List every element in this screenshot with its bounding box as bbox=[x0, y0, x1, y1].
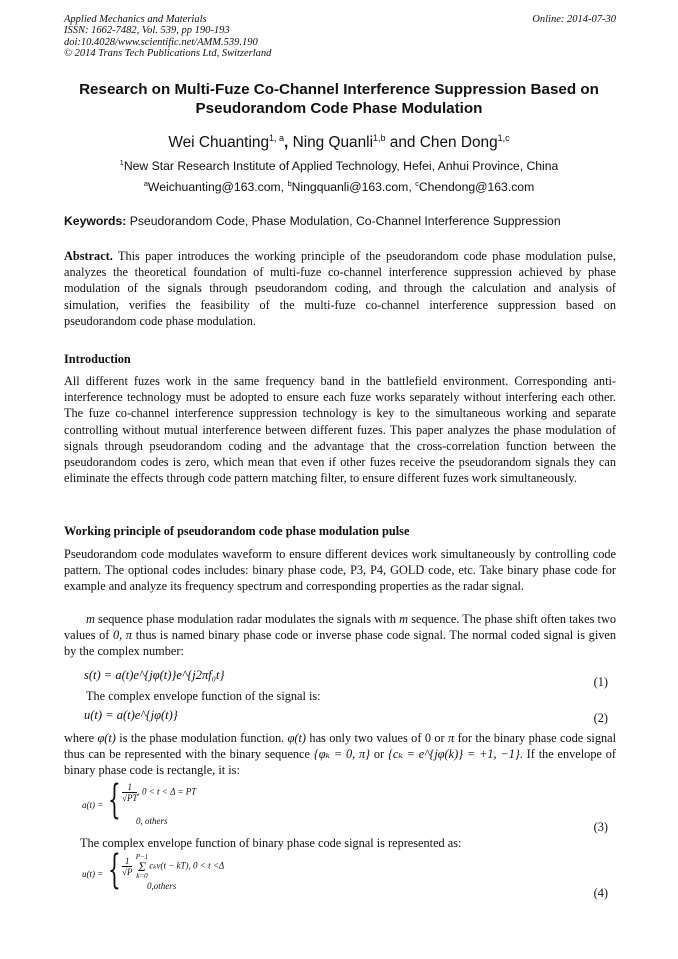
email-line: $^a$Weichuanting@163.com, $^b$Ningquanli@163.com, $^c$Chendong@163.com bbox=[143, 179, 535, 195]
fraction-numerator: 1 bbox=[122, 782, 137, 793]
author-list: Wei Chuanting$^{1, a}$, Ning Quanli$^{1,b}$ and Chen Dong$^{1,c}$ bbox=[168, 133, 510, 152]
abstract bbox=[64, 248, 616, 329]
fraction bbox=[122, 856, 132, 877]
online-date: Online: 2014-07-30 bbox=[532, 14, 616, 25]
issn-line: ISSN: 1662-7482, Vol. 539, pp 190-193 bbox=[64, 25, 230, 37]
principle-paragraph bbox=[64, 611, 616, 660]
text-run: is the phase modulation function. bbox=[115, 731, 288, 745]
equation: u(t) = a(t)e^{jφ(t)} bbox=[84, 708, 178, 722]
summation bbox=[136, 853, 149, 880]
text-run: for the binary phase code signal thus can be represented with the binary sequence bbox=[64, 731, 616, 762]
math-symbol: {cₖ = e^{jφ(k)} = +1, −1} bbox=[387, 747, 520, 762]
sum-symbol: Σ bbox=[138, 859, 146, 874]
principle-paragraph: The complex envelope function of the signal is: bbox=[86, 689, 321, 703]
equation-brace: { bbox=[108, 847, 121, 893]
author-superscript: 1,b bbox=[373, 133, 386, 143]
equation-lhs: u(t) = bbox=[82, 869, 104, 879]
email-superscript: c bbox=[415, 179, 419, 188]
email-superscript: b bbox=[287, 179, 292, 188]
fraction bbox=[122, 782, 137, 803]
equation-number: (2) bbox=[593, 711, 608, 725]
equation: s(t) = a(t)e^{jφ(t)}e^{j2πf₀t} bbox=[84, 668, 225, 682]
author-superscript: 1,c bbox=[497, 133, 510, 143]
abstract-text: This paper introduces the working principle of the pseudorandom code phase modulation pulse, analyzes the theoretical foundation of multi-fuze co-channel interference suppression achieved by phase modulation of the signals through pseudorandom coding, and through the calculation and analysis of simulation, verifies the feasibility of the multi-fuze co-channel interference suppression based on pseudorandom code phase modulation. bbox=[64, 249, 617, 328]
text-run: sequence. The phase shift often takes two values of bbox=[64, 612, 616, 643]
math-symbol: m bbox=[86, 612, 95, 626]
section-heading: Working principle of pseudorandom code phase modulation pulse bbox=[64, 524, 410, 538]
abstract-label: Abstract. bbox=[64, 249, 113, 263]
math-symbol: π bbox=[448, 731, 455, 745]
math-symbol: m bbox=[399, 612, 409, 626]
affiliation-superscript: 1 bbox=[119, 158, 124, 167]
principle-paragraph bbox=[64, 730, 616, 779]
journal-header bbox=[64, 14, 616, 60]
affiliation-text: New Star Research Institute of Applied Technology, Hefei, Anhui Province, China bbox=[123, 159, 559, 174]
math-symbol: 0, π bbox=[113, 628, 133, 643]
text-run: or bbox=[370, 747, 388, 762]
equation-condition: , 0 < t < Δ = PT bbox=[137, 786, 197, 797]
sum-upper-limit: P−1 bbox=[135, 853, 149, 861]
fraction-denominator: √PT bbox=[122, 793, 138, 803]
text-run: has only two values of 0 or bbox=[306, 731, 449, 745]
equation-number: (3) bbox=[593, 820, 608, 834]
author-conjunction: and bbox=[389, 134, 416, 152]
text-run: where bbox=[64, 731, 98, 745]
journal-name: Applied Mechanics and Materials bbox=[64, 14, 207, 25]
math-symbol: φ(t) bbox=[97, 731, 116, 745]
email-link[interactable]: Chendong@163.com bbox=[418, 180, 535, 195]
equation-case bbox=[122, 853, 224, 880]
fraction-denominator: √P bbox=[122, 867, 133, 877]
equation-lhs: a(t) = bbox=[82, 800, 104, 810]
email-link[interactable]: Ningquanli@163.com bbox=[291, 180, 409, 195]
math-symbol: {φₖ = 0, π} bbox=[313, 747, 371, 762]
section-heading: Introduction bbox=[64, 352, 131, 366]
equation-case bbox=[122, 782, 196, 803]
affiliation bbox=[40, 158, 638, 173]
doi-line: doi:10.4028/www.scientific.net/AMM.539.190 bbox=[64, 36, 258, 48]
equation-case: 0, others bbox=[136, 816, 168, 826]
text-run: sequence phase modulation radar modulates the signals with bbox=[94, 612, 400, 626]
author-name: Wei Chuanting bbox=[168, 134, 269, 152]
intro-paragraph: All different fuzes work in the same frequency band in the battlefield environment. Corresponding anti-interference technology must be adopted to ensure each fuze works separately without interfering each other. The fuze co-channel interference suppression technology is key to the simultaneous working and separate controlling without mutual interference between different fuzes. This paper analyzes the phase modulation of signals through pseudorandom coding and the advantage that the cross-correlation function between the pseudorandom codes is zero, which mean that even if other fuzes receive the pseudorandom signals they can eliminate the effects through code pattern matching filter, to ensure different fuzes work simultaneously. bbox=[64, 374, 616, 486]
email-link[interactable]: Weichuanting@163.com bbox=[147, 180, 281, 195]
math-symbol: φ(t) bbox=[287, 731, 307, 745]
author-name: Ning Quanli bbox=[292, 134, 373, 152]
principle-paragraph: Pseudorandom code modulates waveform to ensure different devices work simultaneously by controlling code pattern. The optional codes includes: binary phase code, P3, P4, GOLD code, etc. Take binary phase code for example and analyze its frequency spectrum and corresponding properties as the radar signal. bbox=[64, 547, 616, 594]
text-run: . If the envelope of binary phase code is rectangle, it is: bbox=[64, 747, 616, 778]
equation-case: 0,others bbox=[147, 881, 177, 891]
fraction-numerator: 1 bbox=[122, 856, 132, 867]
keywords-label: Keywords: bbox=[64, 214, 127, 228]
equation-number: (4) bbox=[593, 886, 608, 900]
paper-title: Research on Multi-Fuze Co-Channel Interference Suppression Based on Pseudorandom Code Phase Modulation bbox=[79, 81, 599, 117]
author-name: Chen Dong bbox=[419, 134, 498, 152]
author-superscript: 1, a bbox=[269, 133, 285, 143]
email-superscript: a bbox=[143, 179, 148, 188]
equation-condition: cₖv(t − kT), 0 < t <Δ bbox=[149, 860, 225, 871]
text-run: thus is named binary phase code or inverse phase code signal. The normal coded signal is given by the complex number: bbox=[64, 628, 616, 659]
sum-lower-limit: k=0 bbox=[136, 872, 148, 880]
keywords bbox=[64, 214, 616, 228]
equation-brace: { bbox=[108, 777, 121, 823]
copyright-line: © 2014 Trans Tech Publications Ltd, Switzerland bbox=[64, 48, 272, 60]
keywords-text: Pseudorandom Code, Phase Modulation, Co-Channel Interference Suppression bbox=[129, 214, 561, 228]
principle-paragraph: The complex envelope function of binary phase code signal is represented as: bbox=[80, 836, 462, 850]
equation-number: (1) bbox=[593, 675, 608, 689]
